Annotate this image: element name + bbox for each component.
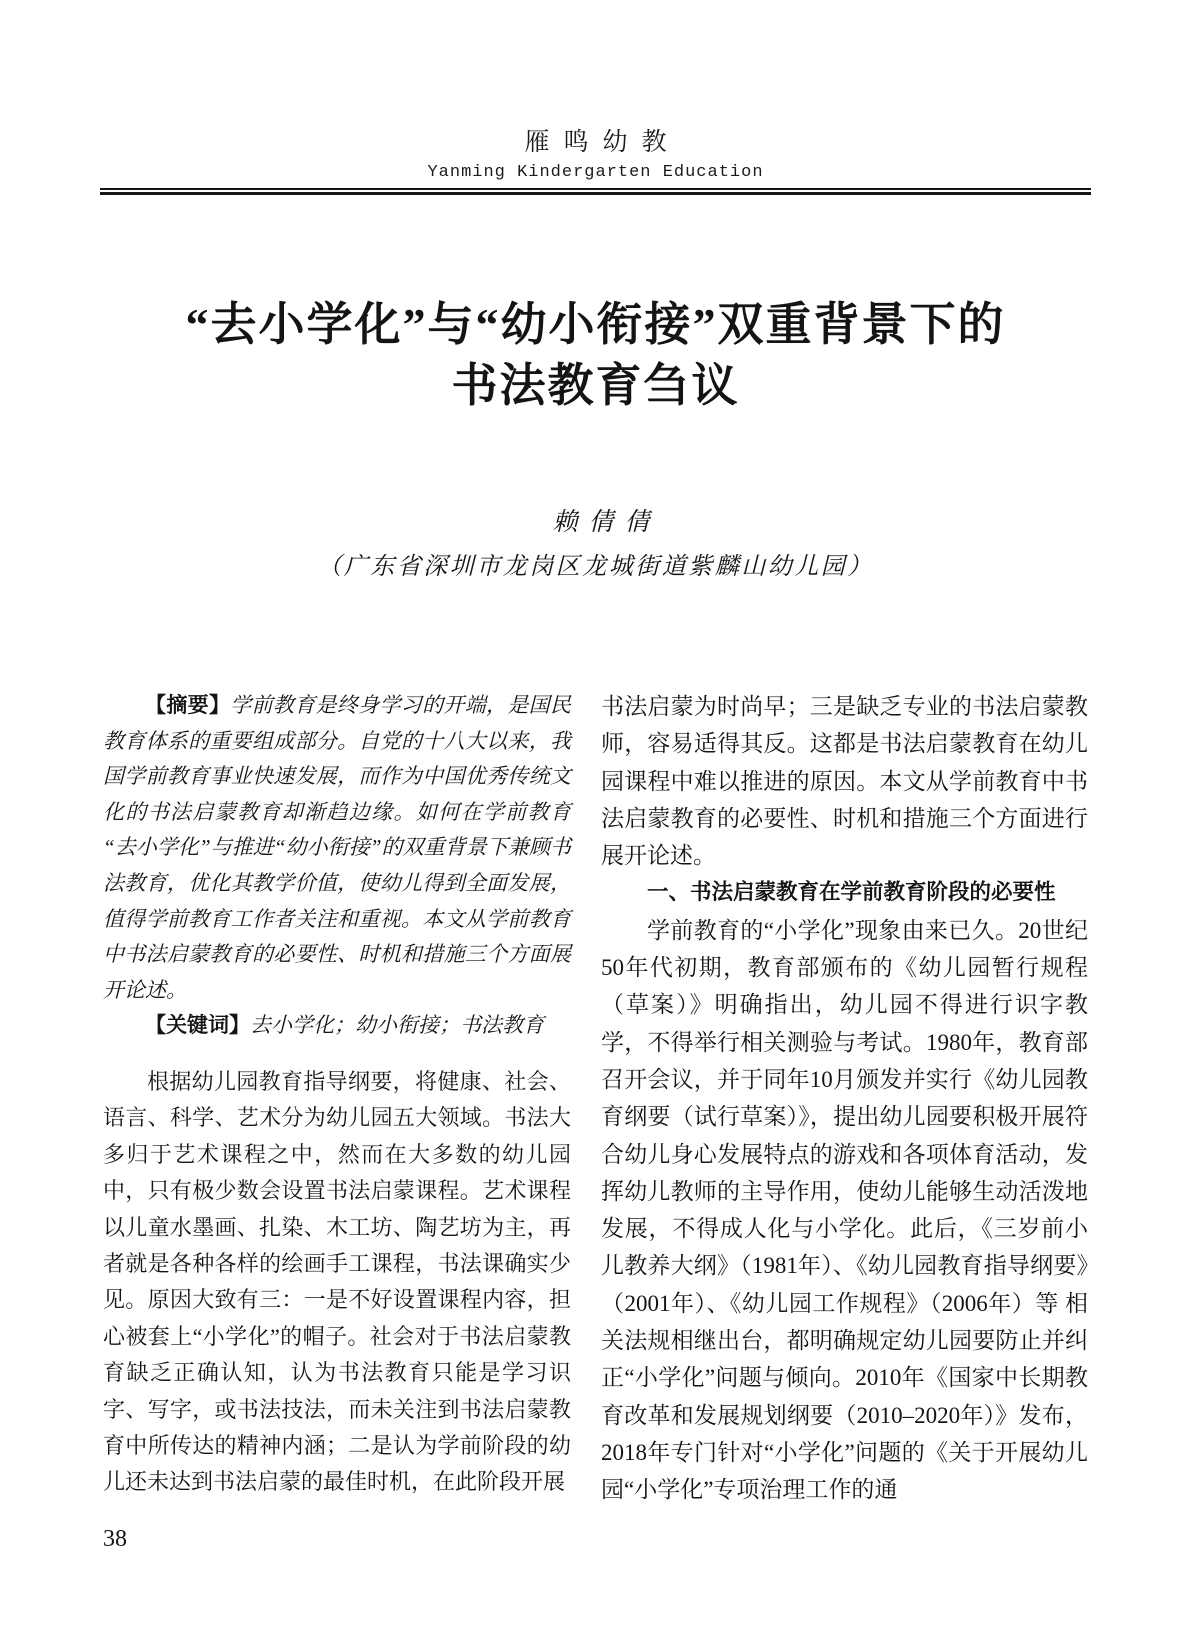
abstract-label: 【摘要】 (145, 694, 231, 717)
intro-paragraph-continued: 书法启蒙为时尚早；三是缺乏专业的书法启蒙教师，容易适得其反。这都是书法启蒙教育在幼儿园课程中难以推进的原因。本文从学前教育中书法启蒙教育的必要性、时机和措施三个方面进行展开论述。 (601, 694, 1088, 869)
right-column (601, 688, 1088, 1509)
journal-name-chinese: 雁鸣幼教 (524, 129, 681, 156)
header-double-rule (100, 188, 1091, 195)
article-title-line2: 书法教育刍议 (451, 360, 740, 411)
journal-name-english: Yanming Kindergarten Education (427, 163, 764, 182)
journal-header (0, 122, 1191, 182)
author-affiliation: （广东省深圳市龙岗区龙城街道紫麟山幼儿园） (317, 554, 874, 580)
left-column (103, 688, 571, 1509)
abstract-text: 学前教育是终身学习的开端，是国民教育体系的重要组成部分。自党的十八大以来，我国学前教育事业快速发展，而作为中国优秀传统文化的书法启蒙教育却渐趋边缘。如何在学前教育“去小学化”与推进“幼小衔接”的双重背景下兼顾书法教育，优化其教学价值，使幼儿得到全面发展，值得学前教育工作者关注和重视。本文从学前教育中书法启蒙教育的必要性、时机和措施三个方面展开论述。 (103, 693, 572, 1002)
keywords-paragraph (103, 1008, 571, 1044)
section-1-heading: 一、书法启蒙教育在学前教育阶段的必要性 (647, 880, 1056, 905)
article-title (0, 294, 1191, 416)
abstract-paragraph (103, 688, 571, 1008)
article-title-line1: “去小学化”与“幼小衔接”双重背景下的 (185, 299, 1006, 350)
author-name: 赖倩倩 (552, 509, 661, 536)
article-body (103, 688, 1088, 1509)
keywords-label: 【关键词】 (145, 1014, 250, 1038)
intro-paragraph: 根据幼儿园教育指导纲要，将健康、社会、语言、科学、艺术分为幼儿园五大领域。书法大多归于艺术课程之中，然而在大多数的幼儿园中，只有极少数会设置书法启蒙课程。艺术课程以儿童水墨画、扎染、木工坊、陶艺坊为主，再者就是各种各样的绘画手工课程，书法课确实少见。原因大致有三：一是不好设置课程内容，担心被套上“小学化”的帽子。社会对于书法启蒙教育缺乏正确认知，认为书法教育只能是学习识字、写字，或书法技法，而未关注到书法启蒙教育中所传达的精神内涵；二是认为学前阶段的幼儿还未达到书法启蒙的最佳时机，在此阶段开展 (103, 1068, 571, 1495)
keywords-text: 去小学化；幼小衔接；书法教育 (250, 1013, 544, 1038)
page-number: 38 (103, 1526, 127, 1552)
section-1-paragraph: 学前教育的“小学化”现象由来已久。20世纪50年代初期，教育部颁布的《幼儿园暂行规程（草案）》明确指出，幼儿园不得进行识字教学，不得举行相关测验与考试。1980年，教育部召开会议，并于同年10月颁发并实行《幼儿园教育纲要（试行草案）》，提出幼儿园要积极开展符合幼儿身心发展特点的游戏和各项体育活动，发挥幼儿教师的主导作用，使幼儿能够生动活泼地发展，不得成人化与小学化。此后，《三岁前小儿教养大纲》（1981年）、《幼儿园教育指导纲要》（2001年）、《幼儿园工作规程》（2006年）等 相关法规相继出台，都明确规定幼儿园要防止并纠正“小学化”问题与倾向。2010年《国家中长期教育改革和发展规划纲要（2010–2020年）》发布，2018年专门针对“小学化”问题的《关于开展幼儿园“小学化”专项治理工作的通 (601, 917, 1088, 1503)
